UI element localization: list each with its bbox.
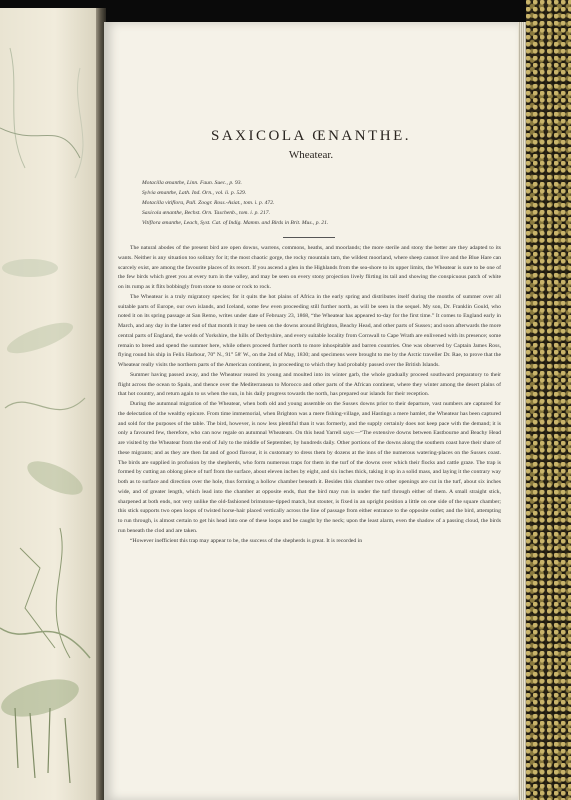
synonym-line: Vitiflora œnanthe, Leach, Syst. Cat. of Indig. Mamm. and Birds in Brit. Mus., p. 21.: [142, 219, 329, 226]
paragraph: “However inefficient this trap may appear to be, the success of the shepherds is great. It is recorded in: [130, 537, 363, 544]
page-edges: [518, 22, 526, 800]
marbled-cover-board: [526, 0, 571, 800]
paragraph: The Wheatear is a truly migratory species; for it quits the hot plains of Africa in the early spring and distributes itself during the months of summer over all suitable parts of Europe, our own islands, and Iceland, some few even proceeding still further north, as will be seen in the sequel. My son, Dr. Franklin Gould, who noted it on its spring passage at San Remo, writes under date of February 23, 1868, “the Wheatear has appeared to-day for the first time.” It comes to England early in March, and any day in the latter end of that month it may be seen on the downs around Brighton, Beachy Head, and other parts of Sussex; and soon afterwards the more central parts of England, the wolds of Yorkshire, the hills of Derbyshire, and every suitable locality from Cornwall to Cape Wrath are enlivened with its presence; some remain to breed and spend the summer here, while others proceed further north to more inhospitable and barren countries. One was observed by Captain James Ross, flying round his ship in Felix Harbour, 70° N., 91° 58′ W., on the 2nd of May, 1830; and specimens were brought to me by the Arctic traveller Dr. Rae, to prove that the Wheatear really visits the northern parts of the American continent, in proceeding to which they had probably passed over the British Islands.: [118, 293, 501, 368]
paragraph: During the autumnal migration of the Wheatear, when both old and young assemble on the Sussex downs prior to their departure, vast numbers are captured for the delectation of the wealthy epicure. From time immemorial, when Brighton was a mere fishing-village, and Hastings a mere hamlet, the Wheatear has been captured and sold for the purposes of the table. The bird, however, is now less plentiful than it was formerly, and the supply certainly does not keep pace with the demand; it is only a favoured few, therefore, who can now regale on autumnal Wheatears. On this head Yarrell says:—“The extensive downs between Eastbourne and Beachy Head are visited by the Wheatear from the end of July to the middle of September, by hundreds daily. Other portions of the downs along the southern coast have their share of these migrants; and as they are then fat and of good flavour, it is customary to dress them by dozens at the inns of the numerous watering-places on the Sussex coast. The birds are supplied in profusion by the shepherds, who form numerous traps for them in the turf of the downs over which their flocks and cattle graze. The trap is formed by cutting an oblong piece of turf from the surface, about eleven inches by eight, and six inches thick, taking it up in a solid mass, and laying it the contrary way both as to surface and direction over the hole, thus forming a hollow chamber beneath it. Besides this chamber two other openings are cut in the turf, about six inches wide, and of greater length, which lead into the chamber at opposite ends, that the bird may run in under the turf through either of them. A small straight stick, sharpened at both ends, not very unlike the old-fashioned brimstone-tipped match, but stouter, is fixed in an upright position a little on one side of the square chamber; this stick supports two open loops of twisted horse-hair placed vertically across the line of passage from either entrance to the opposite outlet; and the bird, attempting to run through, is almost certain to get his head into one of these loops and be caught by the neck; upon the least alarm, even the shadow of a passing cloud, the birds run beneath the clod and are taken.: [118, 401, 501, 534]
page-subtitle: Wheatear.: [288, 149, 334, 161]
section-divider: [283, 237, 335, 238]
facing-plate-page: [0, 8, 100, 800]
body-text: [118, 244, 501, 546]
synonymy-list: [142, 179, 502, 229]
paragraph: Summer having passed away, and the Wheatear reared its young and moulted into its winter garb, the whole gradually proceed southward preparatory to their flight across the ocean to Spain, and thence over the Mediterranean to Morocco and other parts of the African continent, where they winter among the desert plains of that hot country, and return again to us when the sun, in his daily progress towards the north, has prepared our islands for their reception.: [118, 371, 501, 398]
page-title: SAXICOLA ŒNANTHE.: [211, 128, 411, 144]
synonym-line: Sylvia œnanthe, Lath. Ind. Orn., vol. ii. p. 529.: [142, 189, 247, 196]
synonym-line: Motacilla vitiflora, Pall. Zoogr. Ross.-Asiat., tom. i. p. 472.: [142, 199, 275, 206]
paragraph: The natural abodes of the present bird are open downs, warrens, commons, heaths, and moorlands; the more sterile and stony the better are they adapted to its wants. Neither is any situation too solitary for it; the most chaotic gorge, the rocky mountain tarn, the wildest moorland, where sheep cannot live and the Blue Hare can scarcely exist, are among the favourite places of its resort. If you ascend a glen in the Highlands from the sea-shore to its upper limits, the Wheatear is sure to be one of the few birds which greet you at every turn in the valley, and may be seen on every stony projection lively flirting its tail and showing the conspicuous patch of white on its rump as it flits bobbingly from stone to stone or rock to rock.: [118, 245, 501, 290]
synonym-line: Motacilla œnanthe, Linn. Faun. Suec., p. 93.: [142, 180, 242, 186]
synonym-line: Saxicola œnanthe, Bechst. Orn. Taschenb., tom. i. p. 217.: [142, 209, 270, 216]
botanical-illustration: [0, 8, 100, 800]
